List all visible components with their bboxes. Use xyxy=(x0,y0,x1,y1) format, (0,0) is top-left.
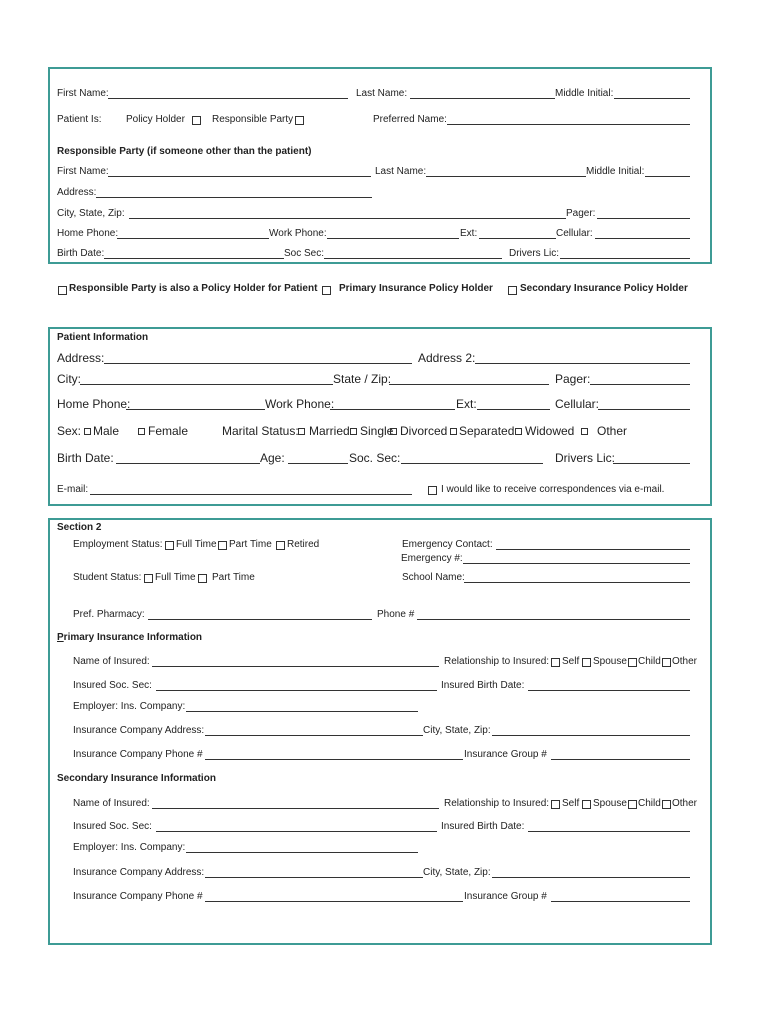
pi-drivers-lic-field[interactable] xyxy=(613,463,690,464)
other-marital-label: Other xyxy=(597,424,628,438)
pi-age-label: Age: xyxy=(260,451,285,465)
school-name-label: School Name: xyxy=(402,572,465,583)
pi-work-phone-label: Work Phone: xyxy=(265,397,335,411)
secondary-spouse-label: Spouse xyxy=(593,798,627,809)
pi-soc-sec-label: Soc. Sec: xyxy=(349,451,401,465)
pi-work-phone-field[interactable] xyxy=(330,409,455,410)
pi-address-field[interactable] xyxy=(104,363,412,364)
employment-retired-checkbox[interactable] xyxy=(276,541,285,550)
primary-city-state-zip-field[interactable] xyxy=(492,735,690,736)
pi-city-label: City: xyxy=(57,372,81,386)
secondary-other-label: Other xyxy=(672,798,698,809)
male-checkbox[interactable] xyxy=(84,428,91,435)
secondary-child-checkbox[interactable] xyxy=(628,800,637,809)
rp-birth-date-field[interactable] xyxy=(104,258,284,259)
primary-insured-soc-sec-field[interactable] xyxy=(156,690,437,691)
primary-insurance-heading: Primary Insurance Information xyxy=(57,632,203,643)
secondary-ins-group-field[interactable] xyxy=(551,901,690,902)
secondary-spouse-checkbox[interactable] xyxy=(582,800,591,809)
student-status-label: Student Status: xyxy=(73,572,142,583)
rp-soc-sec-field[interactable] xyxy=(324,258,502,259)
rp-last-name-field[interactable] xyxy=(426,176,586,177)
married-label: Married xyxy=(309,424,350,438)
pi-birth-date-label: Birth Date: xyxy=(57,451,114,465)
rp-pager-field[interactable] xyxy=(597,218,690,219)
secondary-ins-phone-field[interactable] xyxy=(205,901,463,902)
secondary-ins-phone-label: Insurance Company Phone # xyxy=(73,891,203,902)
primary-spouse-label: Spouse xyxy=(593,656,627,667)
primary-child-checkbox[interactable] xyxy=(628,658,637,667)
single-checkbox[interactable] xyxy=(350,428,357,435)
secondary-relationship-label: Relationship to Insured: xyxy=(444,798,550,809)
pi-home-phone-label: Home Phone: xyxy=(57,397,131,411)
student-part-time-label: Part Time xyxy=(212,572,255,583)
primary-self-checkbox[interactable] xyxy=(551,658,560,667)
primary-other-label: Other xyxy=(672,656,698,667)
separated-label: Separated xyxy=(459,424,515,438)
secondary-other-checkbox[interactable] xyxy=(662,800,671,809)
emergency-contact-field[interactable] xyxy=(496,549,690,550)
pi-state-zip-label: State / Zip: xyxy=(333,372,392,386)
rp-ext-label: Ext: xyxy=(460,228,478,239)
email-consent-checkbox[interactable] xyxy=(428,486,437,495)
divorced-checkbox[interactable] xyxy=(390,428,397,435)
first-name-label: First Name: xyxy=(57,88,109,99)
primary-child-label: Child xyxy=(638,656,661,667)
marital-status-label: Marital Status: xyxy=(222,424,299,438)
pref-pharmacy-label: Pref. Pharmacy: xyxy=(73,609,145,620)
pi-sex-label: Sex: xyxy=(57,424,82,438)
rp-city-state-zip-label: City, State, Zip: xyxy=(57,208,125,219)
rp-work-phone-label: Work Phone: xyxy=(269,228,327,239)
pi-state-zip-field[interactable] xyxy=(389,384,549,385)
female-checkbox[interactable] xyxy=(138,428,145,435)
rp-address-field[interactable] xyxy=(96,197,372,198)
student-full-time-checkbox[interactable] xyxy=(144,574,153,583)
rp-middle-initial-field[interactable] xyxy=(645,176,690,177)
student-part-time-checkbox[interactable] xyxy=(198,574,207,583)
secondary-insured-soc-sec-field[interactable] xyxy=(156,831,437,832)
secondary-self-checkbox[interactable] xyxy=(551,800,560,809)
first-name-field[interactable] xyxy=(108,98,348,99)
pi-ext-label: Ext: xyxy=(456,397,477,411)
email-consent-label: I would like to receive correspondences via e-mail. xyxy=(441,484,665,495)
pref-pharmacy-field[interactable] xyxy=(148,619,372,620)
primary-policy-holder-checkbox[interactable] xyxy=(322,286,331,295)
employment-retired-label: Retired xyxy=(287,539,320,550)
widowed-checkbox[interactable] xyxy=(515,428,522,435)
pharmacy-phone-label: Phone # xyxy=(377,609,415,620)
separated-checkbox[interactable] xyxy=(450,428,457,435)
rp-soc-sec-label: Soc Sec: xyxy=(284,248,325,259)
female-label: Female xyxy=(148,424,189,438)
emergency-number-label: Emergency #: xyxy=(401,553,463,564)
single-label: Single xyxy=(360,424,394,438)
pi-home-phone-field[interactable] xyxy=(126,409,265,410)
rp-last-name-label: Last Name: xyxy=(375,166,427,177)
responsible-party-heading: Responsible Party (if someone other than the patient) xyxy=(57,146,312,157)
rp-drivers-lic-field[interactable] xyxy=(560,258,690,259)
pi-email-label: E-mail: xyxy=(57,484,89,495)
rp-ext-field[interactable] xyxy=(479,238,556,239)
rp-address-label: Address: xyxy=(57,187,97,198)
primary-policy-holder-label: Primary Insurance Policy Holder xyxy=(339,283,493,294)
pi-cellular-label: Cellular: xyxy=(555,397,600,411)
primary-insured-soc-sec-label: Insured Soc. Sec: xyxy=(73,680,152,691)
student-full-time-label: Full Time xyxy=(155,572,196,583)
preferred-name-field[interactable] xyxy=(447,124,690,125)
emergency-number-field[interactable] xyxy=(463,563,690,564)
pi-drivers-lic-label: Drivers Lic: xyxy=(555,451,616,465)
primary-employer-label: Employer: Ins. Company: xyxy=(73,701,186,712)
married-checkbox[interactable] xyxy=(298,428,305,435)
secondary-insured-birth-date-label: Insured Birth Date: xyxy=(441,821,525,832)
secondary-employer-field[interactable] xyxy=(186,852,418,853)
pi-address2-field[interactable] xyxy=(475,363,690,364)
pi-address2-label: Address 2: xyxy=(418,351,476,365)
secondary-ins-group-label: Insurance Group # xyxy=(464,891,547,902)
patient-is-label: Patient Is: xyxy=(57,114,102,125)
rp-city-state-zip-field[interactable] xyxy=(129,218,566,219)
patient-information-heading: Patient Information xyxy=(57,332,149,343)
pi-email-field[interactable] xyxy=(90,494,412,495)
policy-holder-checkbox[interactable] xyxy=(192,116,201,125)
secondary-name-of-insured-field[interactable] xyxy=(152,808,439,809)
rp-home-phone-field[interactable] xyxy=(117,238,269,239)
last-name-label: Last Name: xyxy=(356,88,408,99)
secondary-self-label: Self xyxy=(562,798,580,809)
preferred-name-label: Preferred Name: xyxy=(373,114,447,125)
divorced-label: Divorced xyxy=(400,424,448,438)
pi-soc-sec-field[interactable] xyxy=(401,463,543,464)
pi-age-field[interactable] xyxy=(288,463,348,464)
employment-full-time-label: Full Time xyxy=(176,539,217,550)
rp-middle-initial-label: Middle Initial: xyxy=(586,166,645,177)
male-label: Male xyxy=(93,424,120,438)
primary-self-label: Self xyxy=(562,656,580,667)
rp-drivers-lic-label: Drivers Lic: xyxy=(509,248,560,259)
primary-ins-address-field[interactable] xyxy=(205,735,423,736)
secondary-ins-address-field[interactable] xyxy=(205,877,423,878)
rp-cellular-label: Cellular: xyxy=(556,228,593,239)
secondary-city-state-zip-field[interactable] xyxy=(492,877,690,878)
policy-holder-label: Policy Holder xyxy=(126,114,185,125)
rp-cellular-field[interactable] xyxy=(595,238,690,239)
secondary-insurance-heading: Secondary Insurance Information xyxy=(57,773,216,784)
primary-ins-phone-label: Insurance Company Phone # xyxy=(73,749,203,760)
employment-part-time-checkbox[interactable] xyxy=(218,541,227,550)
primary-name-of-insured-field[interactable] xyxy=(152,666,439,667)
primary-employer-field[interactable] xyxy=(186,711,418,712)
section-2-heading: Section 2 xyxy=(57,522,102,533)
employment-status-label: Employment Status: xyxy=(73,539,163,550)
primary-insured-birth-date-label: Insured Birth Date: xyxy=(441,680,525,691)
pi-birth-date-field[interactable] xyxy=(116,463,260,464)
employment-part-time-label: Part Time xyxy=(229,539,272,550)
primary-relationship-label: Relationship to Insured: xyxy=(444,656,550,667)
patient-information-box xyxy=(48,327,712,506)
secondary-insured-soc-sec-label: Insured Soc. Sec: xyxy=(73,821,152,832)
secondary-insured-birth-date-field[interactable] xyxy=(528,831,690,832)
rp-also-policy-holder-label: Responsible Party is also a Policy Holder for Patient xyxy=(69,283,318,294)
secondary-name-of-insured-label: Name of Insured: xyxy=(73,798,150,809)
secondary-policy-holder-checkbox[interactable] xyxy=(508,286,517,295)
other-marital-checkbox[interactable] xyxy=(581,428,588,435)
widowed-label: Widowed xyxy=(525,424,575,438)
emergency-contact-label: Emergency Contact: xyxy=(402,539,493,550)
rp-first-name-label: First Name: xyxy=(57,166,109,177)
primary-ins-address-label: Insurance Company Address: xyxy=(73,725,205,736)
secondary-city-state-zip-label: City, State, Zip: xyxy=(423,867,491,878)
secondary-employer-label: Employer: Ins. Company: xyxy=(73,842,186,853)
pi-pager-label: Pager: xyxy=(555,372,591,386)
last-name-field[interactable] xyxy=(410,98,555,99)
rp-home-phone-label: Home Phone: xyxy=(57,228,119,239)
primary-name-of-insured-label: Name of Insured: xyxy=(73,656,150,667)
pi-city-field[interactable] xyxy=(80,384,333,385)
rp-also-policy-holder-checkbox[interactable] xyxy=(58,286,67,295)
primary-spouse-checkbox[interactable] xyxy=(582,658,591,667)
responsible-party-label: Responsible Party xyxy=(212,114,294,125)
secondary-child-label: Child xyxy=(638,798,661,809)
pi-pager-field[interactable] xyxy=(590,384,690,385)
primary-ins-group-field[interactable] xyxy=(551,759,690,760)
rp-work-phone-field[interactable] xyxy=(327,238,459,239)
pi-cellular-field[interactable] xyxy=(598,409,690,410)
middle-initial-field[interactable] xyxy=(614,98,690,99)
school-name-field[interactable] xyxy=(464,582,690,583)
employment-full-time-checkbox[interactable] xyxy=(165,541,174,550)
rp-pager-label: Pager: xyxy=(566,208,596,219)
pi-address-label: Address: xyxy=(57,351,105,365)
rp-first-name-field[interactable] xyxy=(108,176,371,177)
secondary-ins-address-label: Insurance Company Address: xyxy=(73,867,205,878)
primary-other-checkbox[interactable] xyxy=(662,658,671,667)
pharmacy-phone-field[interactable] xyxy=(417,619,690,620)
primary-city-state-zip-label: City, State, Zip: xyxy=(423,725,491,736)
responsible-party-checkbox[interactable] xyxy=(295,116,304,125)
pi-ext-field[interactable] xyxy=(477,409,550,410)
primary-ins-phone-field[interactable] xyxy=(205,759,463,760)
middle-initial-label: Middle Initial: xyxy=(555,88,614,99)
rp-birth-date-label: Birth Date: xyxy=(57,248,105,259)
primary-ins-group-label: Insurance Group # xyxy=(464,749,547,760)
primary-insured-birth-date-field[interactable] xyxy=(528,690,690,691)
secondary-policy-holder-label: Secondary Insurance Policy Holder xyxy=(520,283,688,294)
